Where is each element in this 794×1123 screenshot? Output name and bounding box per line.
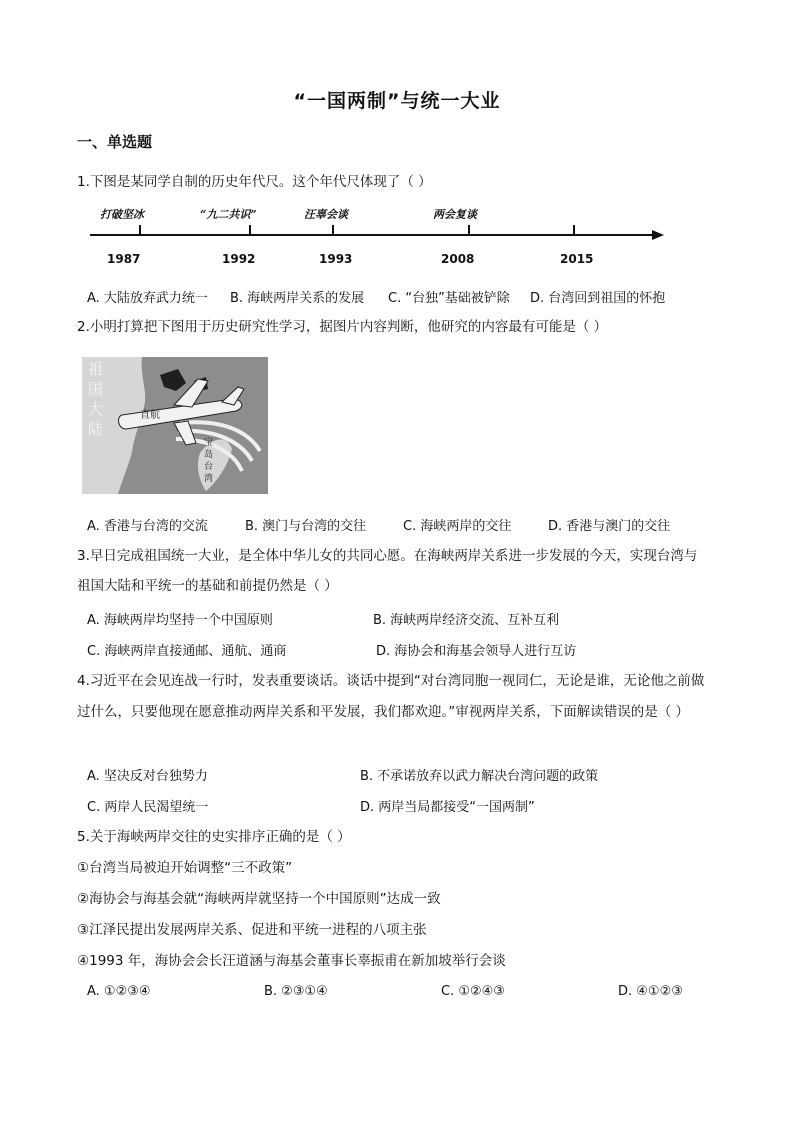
cross-strait-flight-map bbox=[82, 357, 268, 494]
q5-option-d[interactable]: D. ④①②③ bbox=[618, 984, 683, 999]
q5-item-4: ④1993 年，海协会会长汪道涵与海基会董事长辜振甫在新加坡举行会谈 bbox=[77, 953, 506, 969]
q5-item-3: ③江泽民提出发展两岸关系、促进和平统一进程的八项主张 bbox=[77, 922, 427, 938]
q2-option-d[interactable]: D. 香港与澳门的交往 bbox=[548, 519, 671, 534]
q4-option-a[interactable]: A. 坚决反对台独势力 bbox=[87, 769, 208, 784]
timeline-year-1992: 1992 bbox=[222, 252, 256, 266]
q5-option-c[interactable]: C. ①②④③ bbox=[441, 984, 505, 999]
q1-option-b[interactable]: B. 海峡两岸关系的发展 bbox=[230, 291, 365, 306]
timeline-year-1987: 1987 bbox=[107, 252, 141, 266]
map-label-bao: 宝 bbox=[204, 438, 214, 448]
timeline-event-2: “九二共识” bbox=[200, 208, 257, 221]
question-4-stem-line1: 4.习近平在会见连战一行时，发表重要谈话。谈话中提到“对台湾同胞一视同仁，无论是谁，无论他之前做 bbox=[77, 673, 705, 689]
section-heading: 一、单选题 bbox=[77, 133, 153, 151]
q1-option-a[interactable]: A. 大陆放弃武力统一 bbox=[87, 291, 208, 306]
q5-option-a[interactable]: A. ①②③④ bbox=[87, 984, 151, 999]
question-3-stem-line2: 祖国大陆和平统一的基础和前提仍然是（ ） bbox=[77, 578, 338, 594]
q4-option-b[interactable]: B. 不承诺放弃以武力解决台湾问题的政策 bbox=[360, 769, 599, 784]
q5-item-1: ①台湾当局被迫开始调整“三不政策” bbox=[77, 860, 293, 876]
timeline-year-1993: 1993 bbox=[319, 252, 353, 266]
q3-option-d[interactable]: D. 海协会和海基会领导人进行互访 bbox=[376, 644, 577, 659]
q5-item-2: ②海协会与海基会就“海峡两岸就坚持一个中国原则”达成一致 bbox=[77, 891, 441, 907]
map-label-zu: 祖 bbox=[88, 360, 104, 378]
q3-option-b[interactable]: B. 海峡两岸经济交流、互补互利 bbox=[373, 613, 560, 628]
q3-option-a[interactable]: A. 海峡两岸均坚持一个中国原则 bbox=[87, 613, 273, 628]
map-label-guo: 国 bbox=[88, 380, 104, 398]
map-illustration bbox=[82, 357, 268, 494]
q4-option-c[interactable]: C. 两岸人民渴望统一 bbox=[87, 800, 209, 815]
page-title: “一国两制”与统一大业 bbox=[293, 90, 501, 112]
q2-option-b[interactable]: B. 澳门与台湾的交往 bbox=[245, 519, 367, 534]
q5-option-b[interactable]: B. ②③①④ bbox=[264, 984, 328, 999]
question-4-stem-line2: 过什么，只要他现在愿意推动两岸关系和平发展，我们都欢迎。”审视两岸关系，下面解读错误的是（ ） bbox=[77, 704, 690, 720]
q3-option-c[interactable]: C. 海峡两岸直接通邮、通航、通商 bbox=[87, 644, 287, 659]
q1-option-d[interactable]: D. 台湾回到祖国的怀抱 bbox=[530, 291, 666, 306]
timeline-event-4: 两会复谈 bbox=[433, 208, 477, 221]
question-3-stem-line1: 3.早日完成祖国统一大业，是全体中华儿女的共同心愿。在海峡两岸关系进一步发展的今天，实现台湾与 bbox=[77, 548, 698, 564]
map-label-direct-flight: 直航 bbox=[140, 410, 160, 421]
timeline-event-1: 打破坚冰 bbox=[100, 208, 144, 221]
question-5-stem: 5.关于海峡两岸交往的史实排序正确的是（ ） bbox=[77, 829, 351, 845]
map-label-da: 大 bbox=[88, 400, 104, 418]
map-label-lu: 陆 bbox=[88, 420, 104, 438]
q1-option-c[interactable]: C. “台独”基础被铲除 bbox=[388, 291, 510, 306]
question-1-stem: 1.下图是某同学自制的历史年代尺。这个年代尺体现了（ ） bbox=[77, 174, 432, 190]
timeline bbox=[88, 200, 668, 272]
timeline-event-3: 汪辜会谈 bbox=[304, 208, 348, 221]
question-2-stem: 2.小明打算把下图用于历史研究性学习，据图片内容判断，他研究的内容最有可能是（ ） bbox=[77, 319, 608, 335]
map-label-tai: 台 bbox=[204, 462, 214, 472]
q4-option-d[interactable]: D. 两岸当局都接受“一国两制” bbox=[360, 800, 535, 815]
q2-option-a[interactable]: A. 香港与台湾的交流 bbox=[87, 519, 208, 534]
q2-option-c[interactable]: C. 海峡两岸的交往 bbox=[403, 519, 512, 534]
map-label-dao: 岛 bbox=[204, 450, 214, 460]
timeline-year-2015: 2015 bbox=[560, 252, 594, 266]
map-label-wan: 湾 bbox=[204, 474, 214, 484]
timeline-year-2008: 2008 bbox=[441, 252, 475, 266]
